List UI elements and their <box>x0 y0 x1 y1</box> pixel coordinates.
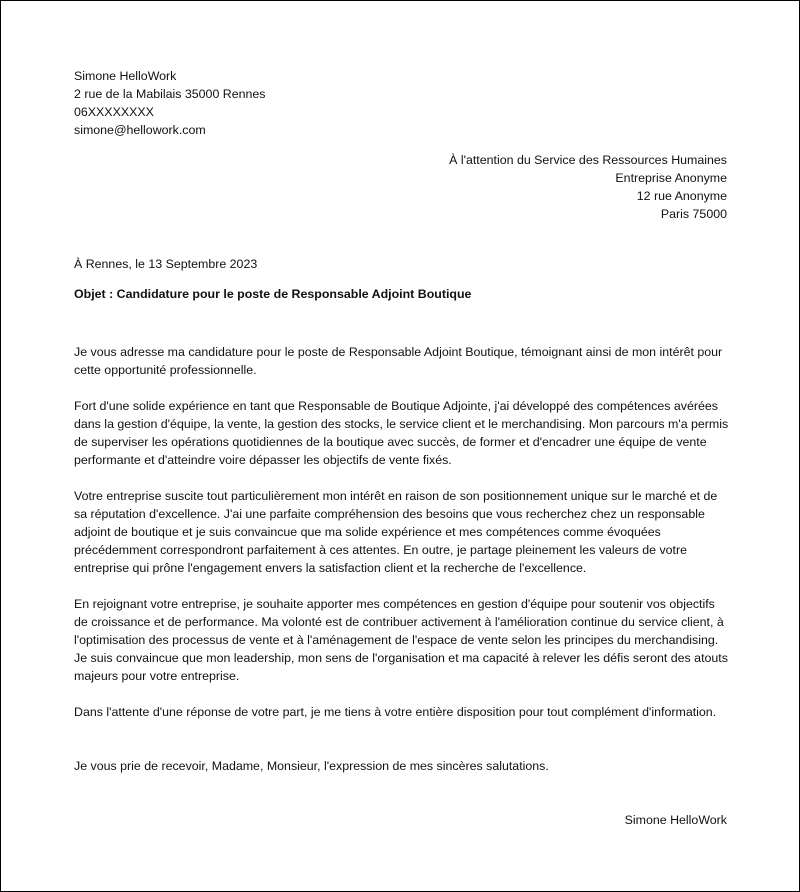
signature: Simone HelloWork <box>624 813 727 827</box>
recipient-block <box>449 151 727 223</box>
sender-name: Simone HelloWork <box>74 69 177 83</box>
recipient-street: 12 rue Anonyme <box>636 189 727 203</box>
body-paragraph: En rejoignant votre entreprise, je souhaite apporter mes compétences en gestion d'équipe pour soutenir vos objectifs de croissance et de performance. Ma volonté est de contribuer activement à l'amélioration continue du service client, à l'optimisation des processus de vente et à l'aménagement de l'espace de vente selon les principes du merchandising. Je suis convaincue que mon leadership, mon sens de l'organisation et ma capacité à relever les défis seront des atouts majeurs pour votre entreprise. <box>74 597 728 683</box>
body-paragraph: Dans l'attente d'une réponse de votre part, je me tiens à votre entière disposition pour tout complément d'information. <box>74 705 717 719</box>
body-paragraph: Votre entreprise suscite tout particulièrement mon intérêt en raison de son positionnement unique sur le marché et de sa réputation d'excellence. J'ai une parfaite compréhension des besoins que vous recherchez chez un responsable adjoint de boutique et je suis convaincue que ma solide expérience et mes compétences comme évoquées précédemment correspondront parfaitement à ces attentes. En outre, je partage pleinement les valeurs de votre entreprise qui prône l'engagement envers la satisfaction client et la recherche de l'excellence. <box>74 489 718 575</box>
sender-address: 2 rue de la Mabilais 35000 Rennes <box>74 87 266 101</box>
subject-line: Objet : Candidature pour le poste de Responsable Adjoint Boutique <box>74 287 472 301</box>
sender-phone: 06XXXXXXXX <box>74 105 154 119</box>
sender-email: simone@hellowork.com <box>74 123 206 137</box>
date-line: À Rennes, le 13 Septembre 2023 <box>74 257 258 271</box>
recipient-company: Entreprise Anonyme <box>615 171 727 185</box>
body-paragraph: Fort d'une solide expérience en tant que Responsable de Boutique Adjointe, j'ai développé des compétences avérées dans la gestion d'équipe, la vente, la gestion des stocks, le service client et le merchandising. Mon parcours m'a permis de superviser les opérations quotidiennes de la boutique avec succès, de former et d'encadrer une équipe de vente performante et d'atteindre voire dépasser les objectifs de vente fixés. <box>74 399 729 467</box>
recipient-city: Paris 75000 <box>660 207 727 221</box>
letter-body <box>74 343 730 739</box>
sender-block <box>74 67 266 139</box>
closing-line: Je vous prie de recevoir, Madame, Monsieur, l'expression de mes sincères salutations. <box>74 759 549 773</box>
recipient-attention: À l'attention du Service des Ressources Humaines <box>449 153 727 167</box>
body-paragraph: Je vous adresse ma candidature pour le poste de Responsable Adjoint Boutique, témoignant ainsi de mon intérêt pour cette opportunité professionnelle. <box>74 345 723 377</box>
